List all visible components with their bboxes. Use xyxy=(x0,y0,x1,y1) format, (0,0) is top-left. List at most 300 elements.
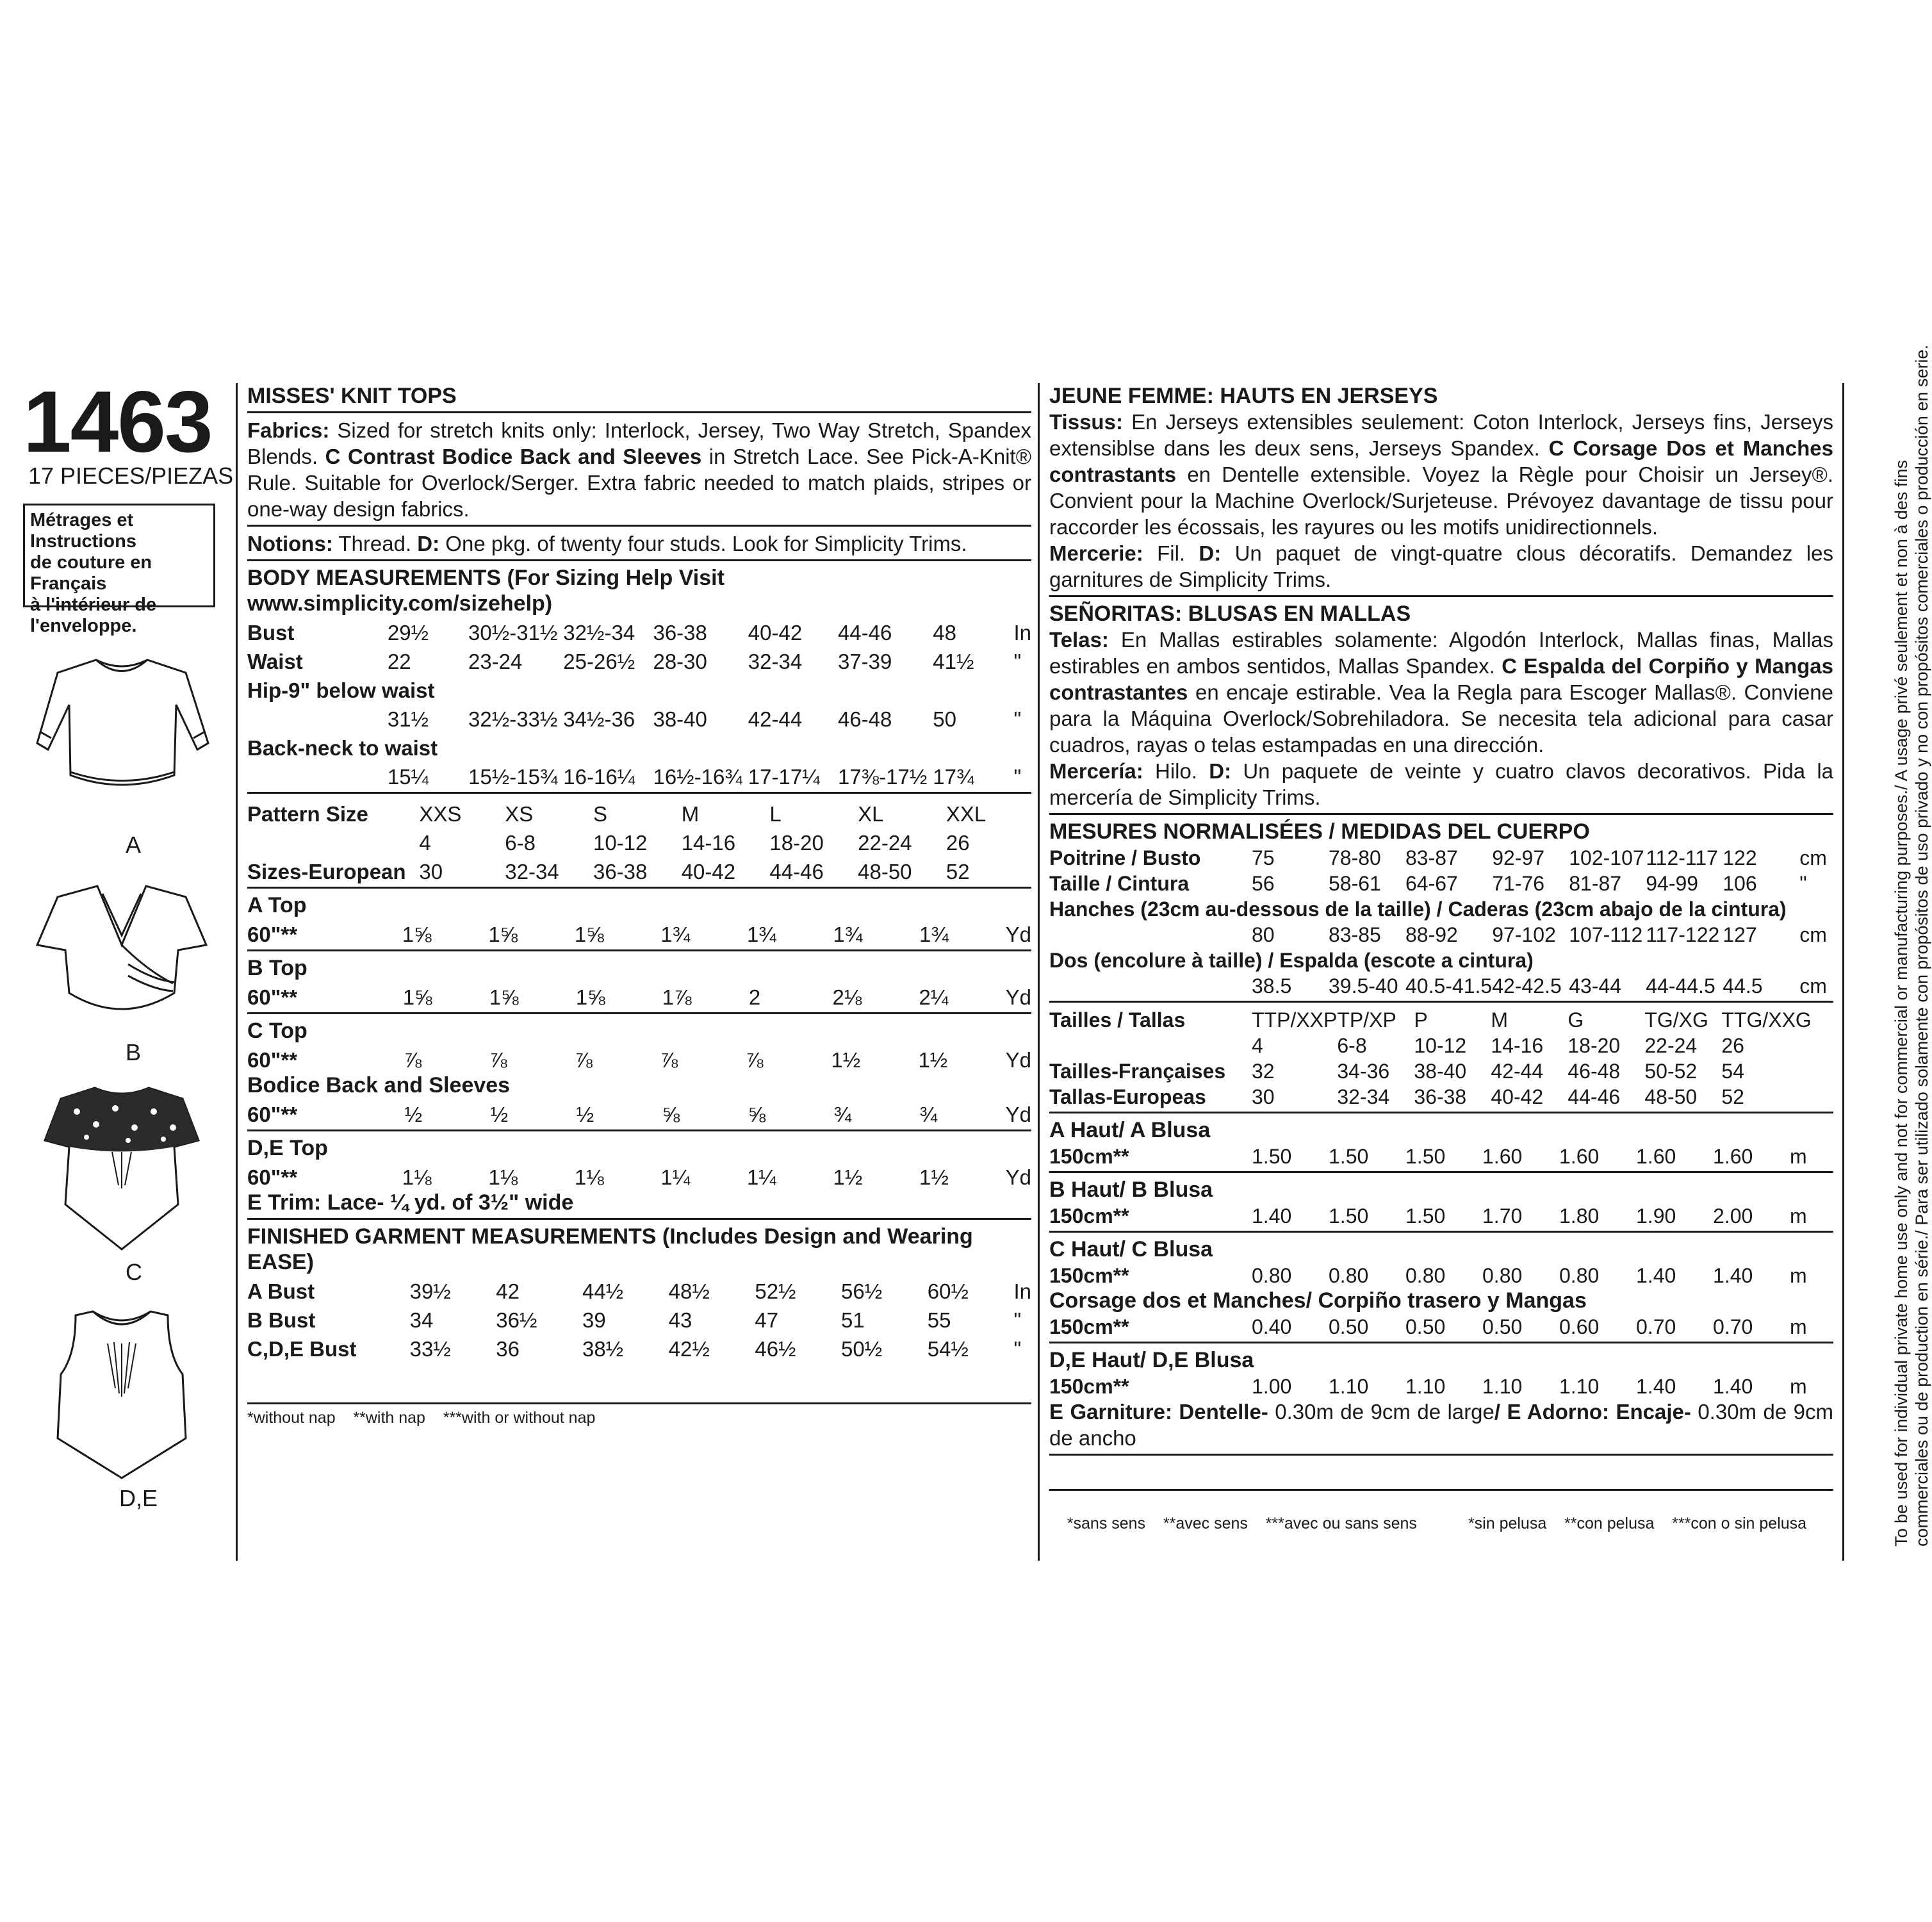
en-finished-cell: 54½ xyxy=(927,1337,969,1361)
fr-view-cell: 0.80 xyxy=(1559,1264,1600,1287)
fr-body-cell: 127 xyxy=(1723,923,1757,946)
fr-size-row-label xyxy=(1049,1032,1252,1058)
en-body-unit: " xyxy=(1013,765,1022,789)
divider xyxy=(1049,1489,1833,1491)
fr-view-cell: 1.50 xyxy=(1329,1204,1369,1228)
en-notions-text: Thread. xyxy=(338,532,412,555)
en-body-cell: 50 xyxy=(933,707,956,731)
divider xyxy=(247,1218,1031,1220)
fr-body-cell: 80 xyxy=(1252,923,1275,946)
en-view-title: C Top xyxy=(247,1019,307,1043)
en-body-cell: 15¼ xyxy=(387,765,429,789)
en-body-row xyxy=(247,616,1031,645)
fr-trim xyxy=(1049,1399,1833,1451)
en-body-table xyxy=(247,616,1031,789)
fr-body-cell: 40.5-41.5 xyxy=(1405,974,1493,998)
fr-view-table xyxy=(1049,1373,1833,1399)
fr-view-unit: m xyxy=(1790,1375,1807,1398)
es-telas-label: Telas: xyxy=(1049,628,1109,652)
fr-trim-part: E Garniture: Dentelle- xyxy=(1049,1400,1268,1424)
fr-view-row xyxy=(1049,1373,1833,1399)
fr-size-cell: G xyxy=(1568,1008,1584,1031)
en-size-cell: L xyxy=(769,802,782,826)
fr-body-row-label xyxy=(1049,973,1252,998)
fr-size-cell: 34-36 xyxy=(1337,1060,1390,1083)
fr-body-cell: 83-87 xyxy=(1405,846,1458,869)
en-view-cell: ⅞ xyxy=(404,1048,422,1072)
pieces-count: 17 PIECES/PIEZAS xyxy=(28,463,234,489)
en-view-title: B Top xyxy=(247,956,307,980)
fr-view-cell: 1.50 xyxy=(1405,1145,1446,1168)
fr-view-cell: 0.80 xyxy=(1405,1264,1446,1287)
en-size-cell: 48-50 xyxy=(858,860,912,883)
en-body-cell: 37-39 xyxy=(837,650,892,673)
fr-body-unit: " xyxy=(1799,872,1807,895)
en-finished-row xyxy=(247,1333,1031,1361)
en-finished-cell: 36½ xyxy=(496,1308,537,1332)
fr-body-row xyxy=(1049,844,1833,870)
fr-view-cell: 1.70 xyxy=(1482,1204,1523,1228)
fr-body-row xyxy=(1049,921,1833,947)
view-label-c: C xyxy=(126,1259,142,1285)
en-size-cell: 6-8 xyxy=(505,831,536,855)
en-body-row xyxy=(247,674,1031,703)
es-merceria-text: Hilo. xyxy=(1154,759,1198,783)
en-view-cell: 1½ xyxy=(919,1165,949,1189)
en-view-cell: 1¾ xyxy=(919,923,949,946)
es-telas-bold: C Espalda del Corpiño y Mangas contrastantes xyxy=(1049,654,1833,704)
en-size-cell: S xyxy=(593,802,607,826)
en-body-cell: 28-30 xyxy=(653,650,707,673)
en-body-unit: " xyxy=(1013,650,1022,673)
en-finished-cell: 56½ xyxy=(841,1279,883,1303)
fr-body-row-label xyxy=(1049,921,1252,947)
fr-mercerie-text: Fil. xyxy=(1157,541,1186,565)
en-finished-row-label: B Bust xyxy=(247,1308,316,1332)
en-size-cell: 18-20 xyxy=(769,831,824,855)
en-view-row-label: 60"** xyxy=(247,923,298,946)
fr-size-cell: 4 xyxy=(1252,1034,1263,1057)
fr-size-cell: 40-42 xyxy=(1491,1085,1544,1108)
view-label-a: A xyxy=(126,832,142,858)
en-body-cell: 46-48 xyxy=(837,707,892,731)
fr-body-unit: cm xyxy=(1799,846,1827,869)
en-body-cell: 41½ xyxy=(933,650,974,673)
en-notions-text2: One pkg. of twenty four studs. Look for Simplicity Trims. xyxy=(445,532,967,555)
fr-view-cell: 0.70 xyxy=(1713,1315,1753,1338)
es-telas-text2: en encaje estirable. Vea la Regla para Escoger Mallas®. Conviene para la Máquina Overlock/Sobrehiladora. Se necesita tela adicional para casar cuadros, rayas o telas estampadas en una dirección. xyxy=(1049,680,1833,757)
en-finished-row-label: A Bust xyxy=(247,1279,315,1303)
fr-size-cell: 44-46 xyxy=(1568,1085,1621,1108)
en-size-row xyxy=(247,798,1031,826)
en-fabrics-bold: C Contrast Bodice Back and Sleeves xyxy=(325,445,702,468)
en-body-cell: 30½-31½ xyxy=(468,621,558,645)
fr-size-row xyxy=(1049,1058,1833,1083)
fr-body-table xyxy=(1049,844,1833,998)
fr-body-heading: MESURES NORMALISÉES / MEDIDAS DEL CUERPO xyxy=(1049,819,1590,844)
en-view-cell: 1⅝ xyxy=(402,923,432,946)
en-size-cell: 32-34 xyxy=(505,860,559,883)
en-notions-label: Notions: xyxy=(247,532,333,555)
fr-size-cell: 46-48 xyxy=(1568,1060,1621,1083)
en-size-cell: 52 xyxy=(946,860,970,883)
en-view-unit: Yd xyxy=(1005,1048,1031,1072)
fr-trim-part: / E Adorno: Encaje- xyxy=(1494,1400,1691,1424)
fr-view-cell: 1.90 xyxy=(1636,1204,1676,1228)
fr-view-cell: 0.80 xyxy=(1252,1264,1292,1287)
en-finished-cell: 51 xyxy=(841,1308,865,1332)
fr-body-cell: 38.5 xyxy=(1252,974,1292,998)
fr-view-cell: 1.60 xyxy=(1636,1145,1676,1168)
en-body-cell: 48 xyxy=(933,621,956,645)
en-view-row xyxy=(247,1098,1031,1127)
en-view-unit: Yd xyxy=(1005,985,1031,1009)
fr-view-unit: m xyxy=(1790,1145,1807,1168)
en-view-unit: Yd xyxy=(1005,1103,1031,1126)
en-body-row-label xyxy=(247,760,388,789)
view-label-b: B xyxy=(126,1039,142,1065)
fr-body-cell: 94-99 xyxy=(1646,872,1699,895)
fr-size-cell: 22-24 xyxy=(1644,1034,1698,1057)
en-notions xyxy=(247,530,1031,557)
fr-size-cell: TTG/XXG xyxy=(1721,1008,1812,1031)
en-view-cell: 1⅝ xyxy=(575,985,605,1009)
en-footnote: *without nap **with nap ***with or without nap xyxy=(247,1409,596,1427)
divider xyxy=(1049,1231,1833,1233)
en-view-cell: 1¼ xyxy=(746,1165,776,1189)
en-finished-cell: 42½ xyxy=(668,1337,710,1361)
fr-body-cell: 117-122 xyxy=(1646,923,1720,946)
fr-title: JEUNE FEMME: HAUTS EN JERSEYS xyxy=(1049,384,1438,408)
fr-body-cell: 122 xyxy=(1723,846,1757,869)
divider xyxy=(247,525,1031,527)
fr-view-cell: 0.40 xyxy=(1252,1315,1292,1338)
fr-mercerie xyxy=(1049,540,1833,593)
en-fabrics-text2: in Stretch Lace. See Pick-A-Knit® Rule. Suitable for Overlock/Serger. Extra fabric needed to match plaids, stripes or one-way design fabrics. xyxy=(247,445,1032,521)
fr-body-row xyxy=(1049,973,1833,998)
fr-size-cell: 50-52 xyxy=(1644,1060,1698,1083)
en-view-title: D,E Top xyxy=(247,1136,328,1160)
divider xyxy=(247,792,1031,794)
fr-view-title: B Haut/ B Blusa xyxy=(1049,1178,1213,1202)
en-body-cell: 34½-36 xyxy=(563,707,635,731)
fr-body-row-label: Dos (encolure à taille) / Espalda (escote a cintura) xyxy=(1049,949,1534,972)
en-size-row-label: Pattern Size xyxy=(247,802,368,826)
en-finished-heading: FINISHED GARMENT MEASUREMENTS (Includes Design and Wearing EASE) xyxy=(247,1224,973,1274)
fr-view-cell: 1.50 xyxy=(1405,1204,1446,1228)
en-size-cell: 26 xyxy=(946,831,970,855)
en-trim: E Trim: Lace- ¼ yd. of 3½" wide xyxy=(247,1190,574,1215)
en-view-table xyxy=(247,1161,1031,1190)
divider xyxy=(1049,1001,1833,1003)
en-size-cell: 10-12 xyxy=(593,831,648,855)
fr-view-row-label: 150cm** xyxy=(1049,1315,1129,1338)
fr-view-cell: 0.50 xyxy=(1482,1315,1523,1338)
fr-body-row xyxy=(1049,870,1833,896)
divider xyxy=(247,1402,1031,1404)
es-merceria-text2: Un paquete de veinte y cuatro clavos decorativos. Pida la mercería de Simplicity Trims. xyxy=(1049,759,1834,809)
fr-view-row-label: 150cm** xyxy=(1049,1375,1129,1398)
fr-body-row-label: Taille / Cintura xyxy=(1049,872,1190,895)
es-merceria-bold: D: xyxy=(1209,759,1232,783)
en-size-cell: XXL xyxy=(946,802,986,826)
en-view-unit: Yd xyxy=(1005,923,1031,946)
divider xyxy=(1049,595,1833,597)
en-body-unit: " xyxy=(1013,707,1022,731)
fr-size-cell: 30 xyxy=(1252,1085,1275,1108)
en-title: MISSES' KNIT TOPS xyxy=(247,384,457,408)
fr-tissus-text2: en Dentelle extensible. Voyez la Règle pour Choisir un Jersey®. Convient pour la Machine Overlock/Surjeteuse. Prévoyez davantage de tissu pour raccorder les écossais, les rayures ou les motifs unidirectionnels. xyxy=(1049,463,1833,539)
en-size-cell: M xyxy=(681,802,700,826)
fr-view-cell: 0.80 xyxy=(1482,1264,1523,1287)
fr-size-row xyxy=(1049,1006,1833,1032)
en-body-cell: 25-26½ xyxy=(563,650,635,673)
divider xyxy=(247,411,1031,413)
fr-body-cell: 56 xyxy=(1252,872,1275,895)
en-view-cell: ⅞ xyxy=(660,1048,678,1072)
fr-body-cell: 106 xyxy=(1723,872,1757,895)
en-finished-cell: 36 xyxy=(496,1337,520,1361)
fr-body-cell: 58-61 xyxy=(1329,872,1381,895)
view-a-sketch xyxy=(26,647,218,814)
en-body-row-label: Bust xyxy=(247,621,295,645)
en-body-cell: 32-34 xyxy=(748,650,803,673)
fr-view-table xyxy=(1049,1262,1833,1288)
french-box-line: de couture en Français xyxy=(30,552,152,594)
en-body-row-label: Hip-9" below waist xyxy=(247,678,435,702)
en-view-row-label: 60"** xyxy=(247,985,298,1009)
en-body-row xyxy=(247,732,1031,760)
en-body-cell: 17-17¼ xyxy=(748,765,820,789)
en-view-cell: 1½ xyxy=(831,1048,861,1072)
fr-body-cell: 88-92 xyxy=(1405,923,1458,946)
divider xyxy=(247,1129,1031,1131)
fr-body-cell: 43-44 xyxy=(1569,974,1622,998)
fr-view-table xyxy=(1049,1143,1833,1169)
fr-size-row xyxy=(1049,1032,1833,1058)
fr-view-row-label: 150cm** xyxy=(1049,1145,1129,1168)
en-body-row-label: Back-neck to waist xyxy=(247,736,438,760)
en-finished-cell: 44½ xyxy=(582,1279,624,1303)
en-body-cell: 32½-34 xyxy=(563,621,635,645)
fr-body-cell: 44.5 xyxy=(1723,974,1763,998)
fr-body-row xyxy=(1049,896,1833,921)
en-yardage xyxy=(247,892,1031,1220)
french-box-line: Métrages et Instructions xyxy=(30,510,136,552)
fr-body-cell: 39.5-40 xyxy=(1329,974,1398,998)
fr-body-cell: 64-67 xyxy=(1405,872,1458,895)
en-view-cell: ⅞ xyxy=(489,1048,507,1072)
en-finished-cell: 39½ xyxy=(409,1279,451,1303)
en-view-cell: 2 xyxy=(748,985,761,1009)
fr-yardage xyxy=(1049,1117,1833,1456)
fr-size-cell: 48-50 xyxy=(1644,1085,1698,1108)
fr-view-cell: 1.40 xyxy=(1713,1375,1753,1398)
en-view-cell: ¾ xyxy=(833,1103,852,1126)
fr-view-cell: 1.50 xyxy=(1329,1145,1369,1168)
fr-size-cell: TTP/XXP xyxy=(1252,1008,1338,1031)
right-column-divider xyxy=(1842,383,1844,1561)
en-view-cell: 1⅛ xyxy=(488,1165,518,1189)
en-view-cell: ½ xyxy=(404,1103,423,1126)
en-finished-cell: 46½ xyxy=(755,1337,796,1361)
fr-body-row-label: Poitrine / Busto xyxy=(1049,846,1201,869)
fr-size-cell: 52 xyxy=(1721,1085,1744,1108)
fr-body-unit: cm xyxy=(1799,974,1827,998)
fr-body-cell: 75 xyxy=(1252,846,1275,869)
en-view-cell: 1¾ xyxy=(746,923,776,946)
en-finished-cell: 55 xyxy=(927,1308,951,1332)
french-box-line: l'enveloppe. xyxy=(30,616,137,636)
en-view-cell: 1⅝ xyxy=(574,923,604,946)
en-size-cell: 30 xyxy=(419,860,443,883)
fr-body-row-label: Hanches (23cm au-dessous de la taille) / Caderas (23cm abajo de la cintura) xyxy=(1049,898,1787,921)
en-finished-cell: 42 xyxy=(496,1279,520,1303)
fr-size-cell: M xyxy=(1491,1008,1509,1031)
en-view-cell: 1½ xyxy=(918,1048,948,1072)
en-view-row xyxy=(247,1161,1031,1190)
en-size-cell: 44-46 xyxy=(769,860,824,883)
en-view-cell: ⅝ xyxy=(748,1103,766,1126)
en-finished-cell: 50½ xyxy=(841,1337,883,1361)
fr-size-cell: 32 xyxy=(1252,1060,1275,1083)
fr-size-cell: 6-8 xyxy=(1337,1034,1367,1057)
usage-notice-line: commerciales ou de production en série./ Para ser utilizado solamente con propósitos de uso privado y no con propósitos comerciales o producción en serie. xyxy=(1912,344,1931,1547)
fr-view-cell: 1.60 xyxy=(1713,1145,1753,1168)
en-finished-cell: 39 xyxy=(582,1308,606,1332)
fr-view-cell: 2.00 xyxy=(1713,1204,1753,1228)
fr-view-cell: 1.40 xyxy=(1636,1264,1676,1287)
fr-trim-part: 0.30m de 9cm de large xyxy=(1268,1400,1494,1424)
fr-body-cell: 44-44.5 xyxy=(1646,974,1715,998)
en-view-cell: ¾ xyxy=(919,1103,938,1126)
en-finished-row xyxy=(247,1304,1031,1333)
fr-view-cell: 1.10 xyxy=(1559,1375,1600,1398)
fr-view-cell: 1.40 xyxy=(1636,1375,1676,1398)
en-view-cell: ⅝ xyxy=(662,1103,680,1126)
fr-size-cell: 54 xyxy=(1721,1060,1744,1083)
view-de-sketch xyxy=(26,1304,218,1486)
fr-view-cell: 1.10 xyxy=(1329,1375,1369,1398)
fr-body-cell: 107-112 xyxy=(1569,923,1643,946)
fr-size-cell: 42-44 xyxy=(1491,1060,1544,1083)
fr-tissus-label: Tissus: xyxy=(1049,410,1123,434)
fr-body-cell: 83-85 xyxy=(1329,923,1381,946)
fr-size-row-label: Tallas-Europeas xyxy=(1049,1085,1206,1108)
en-size-table xyxy=(247,798,1031,884)
fr-footnote: *sans sens **avec sens ***avec ou sans sens xyxy=(1067,1515,1417,1532)
divider xyxy=(247,1012,1031,1014)
en-size-cell: 14-16 xyxy=(681,831,736,855)
en-body-cell: 31½ xyxy=(387,707,429,731)
en-view-title: A Top xyxy=(247,893,307,917)
fr-view-cell: 1.10 xyxy=(1482,1375,1523,1398)
view-c-sketch xyxy=(26,1076,218,1259)
fr-view-unit: m xyxy=(1790,1264,1807,1287)
fr-size-unit xyxy=(1812,1083,1833,1109)
en-body-cell: 22 xyxy=(387,650,411,673)
fr-size-row-label: Tailles-Françaises xyxy=(1049,1060,1226,1083)
en-body-cell: 36-38 xyxy=(653,621,707,645)
fr-tissus xyxy=(1049,409,1833,540)
en-view-unit: Yd xyxy=(1005,1165,1031,1189)
en-view-cell: 1⅝ xyxy=(488,923,518,946)
en-view-row-label: 60"** xyxy=(247,1165,298,1189)
fr-view-title: C Haut/ C Blusa xyxy=(1049,1237,1213,1261)
en-body-row xyxy=(247,760,1031,789)
en-body-unit: In xyxy=(1013,621,1031,645)
fr-body-cell: 71-76 xyxy=(1492,872,1545,895)
es-footnote: *sin pelusa **con pelusa ***con o sin pelusa xyxy=(1468,1515,1807,1532)
center-column-divider xyxy=(1038,383,1040,1561)
fr-mercerie-text2: Un paquet de vingt-quatre clous décoratifs. Demandez les garnitures de Simplicity Trims. xyxy=(1049,541,1833,591)
en-view-cell: 1⅝ xyxy=(489,985,519,1009)
fr-view-subtable xyxy=(1049,1313,1833,1339)
en-finished-unit: " xyxy=(1013,1337,1022,1361)
divider xyxy=(247,949,1031,951)
en-view-row xyxy=(247,981,1031,1010)
divider xyxy=(1049,1342,1833,1343)
fr-view-row xyxy=(1049,1313,1833,1339)
fr-body-unit: cm xyxy=(1799,923,1827,946)
en-view-cell: 2⅛ xyxy=(832,985,862,1009)
en-view-cell: 2¼ xyxy=(919,985,949,1009)
en-view-cell: ½ xyxy=(576,1103,594,1126)
en-view-cell: 1⅝ xyxy=(402,985,432,1009)
fr-size-cell: TP/XP xyxy=(1337,1008,1396,1031)
fr-mercerie-bold: D: xyxy=(1199,541,1222,565)
fr-body-cell: 42-42.5 xyxy=(1492,974,1562,998)
en-finished-unit: In xyxy=(1013,1279,1031,1303)
en-finished-cell: 52½ xyxy=(755,1279,796,1303)
french-spanish-column xyxy=(1049,383,1833,1552)
fr-trim-part: 0.30m de 9cm de ancho xyxy=(1049,1400,1833,1450)
es-merceria xyxy=(1049,758,1833,810)
en-fabrics xyxy=(247,417,1031,522)
fr-size-unit xyxy=(1812,1032,1833,1058)
en-size-cell: XXS xyxy=(419,802,462,826)
fr-body-cell: 78-80 xyxy=(1329,846,1381,869)
fr-view-cell: 0.50 xyxy=(1329,1315,1369,1338)
fr-size-cell: 18-20 xyxy=(1568,1034,1621,1057)
en-body-cell: 38-40 xyxy=(653,707,707,731)
fr-tissus-bold: C Corsage Dos et Manches contrastants xyxy=(1049,436,1833,486)
en-notions-bold: D: xyxy=(417,532,440,555)
divider xyxy=(247,887,1031,889)
en-size-row xyxy=(247,826,1031,855)
fr-body-cell: 97-102 xyxy=(1492,923,1556,946)
en-view-subtable xyxy=(247,1098,1031,1127)
fr-view-row xyxy=(1049,1262,1833,1288)
en-body-cell: 17¾ xyxy=(933,765,974,789)
fr-view-cell: 1.60 xyxy=(1559,1145,1600,1168)
view-b-sketch xyxy=(26,875,218,1041)
en-view-cell: 1¾ xyxy=(660,923,691,946)
fr-size-cell: 32-34 xyxy=(1337,1085,1390,1108)
fr-size-unit xyxy=(1812,1006,1833,1032)
en-view-cell: 1⅛ xyxy=(402,1165,432,1189)
en-view-cell: 1⅞ xyxy=(662,985,692,1009)
fr-view-cell: 1.10 xyxy=(1405,1375,1446,1398)
fr-view-cell: 0.60 xyxy=(1559,1315,1600,1338)
en-body-cell: 42-44 xyxy=(748,707,803,731)
left-column-divider xyxy=(236,383,238,1561)
en-size-cell: XL xyxy=(858,802,884,826)
fr-view-unit: m xyxy=(1790,1315,1807,1338)
fr-view-cell: 0.70 xyxy=(1636,1315,1676,1338)
en-body-cell: 16-16¼ xyxy=(563,765,635,789)
fr-size-cell: 36-38 xyxy=(1414,1085,1467,1108)
